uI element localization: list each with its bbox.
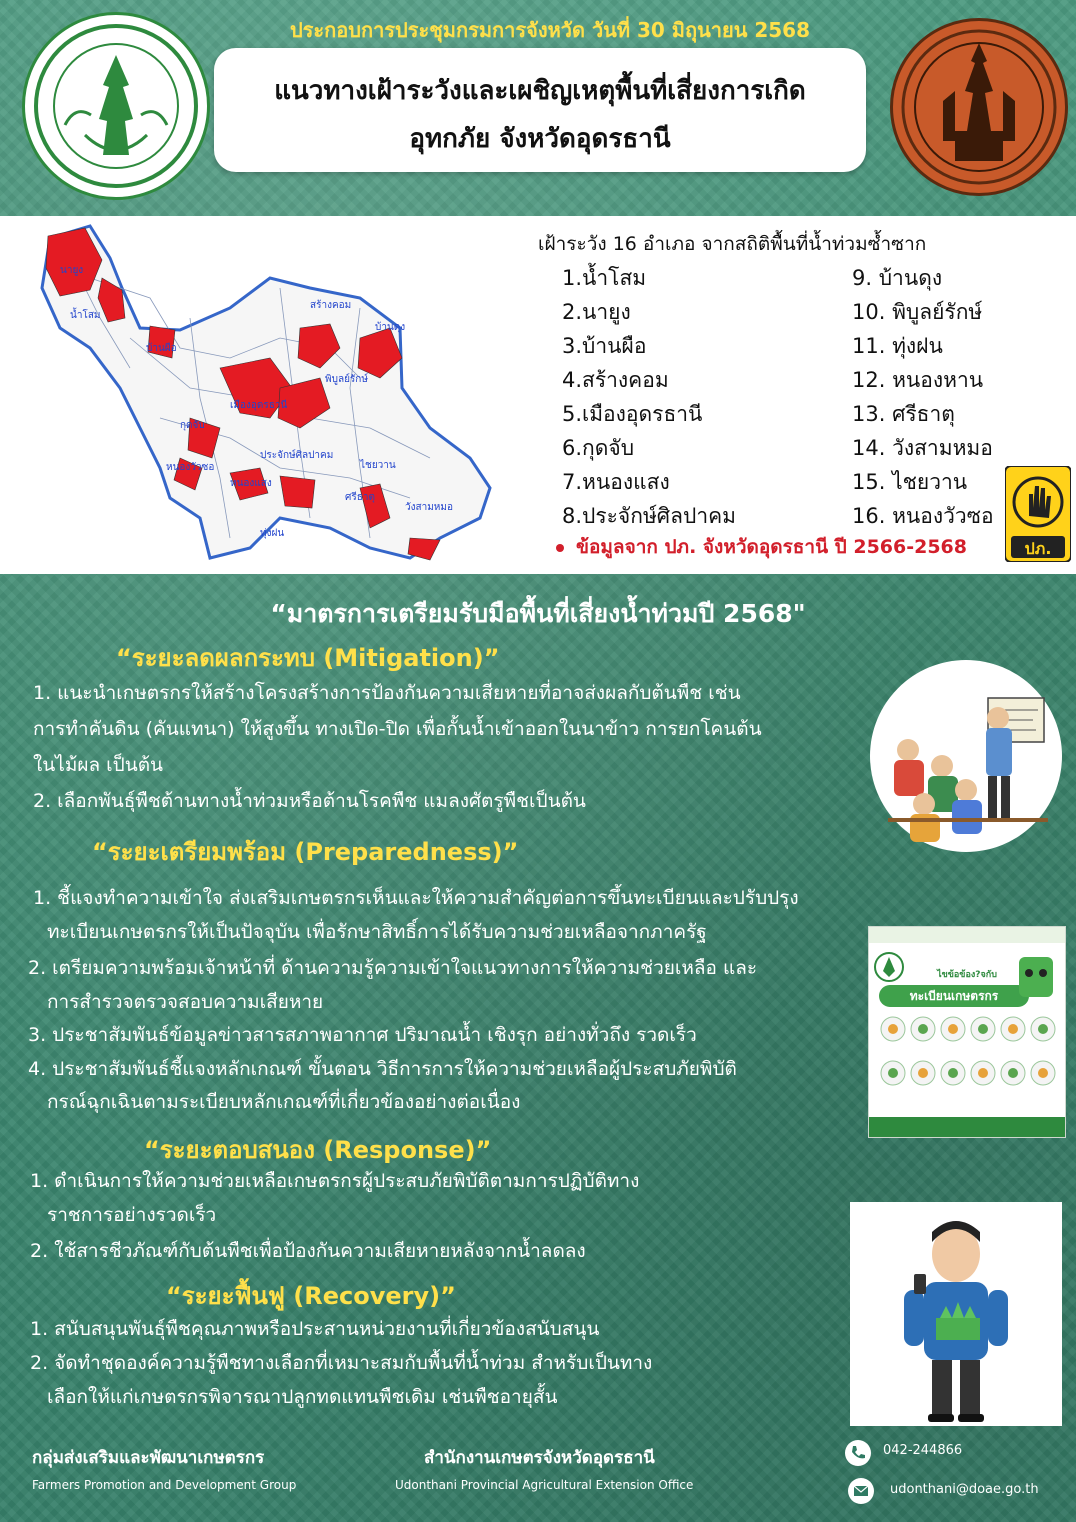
district-item: 16. หนองวัวซอ [852, 504, 994, 528]
response-heading: “ระยะตอบสนอง (Response)” [144, 1136, 492, 1164]
footer-office-english: Udonthani Provincial Agricultural Extension Office [395, 1478, 694, 1492]
udonthani-district-map [30, 218, 500, 570]
email-icon [848, 1478, 874, 1504]
district-item: 8.ประจักษ์ศิลปาคม [562, 504, 736, 528]
preparedness-heading: “ระยะเตรียมพร้อม (Preparedness)” [92, 838, 519, 866]
svg-text:สร้างคอม: สร้างคอม [310, 300, 352, 311]
ddpm-logo [1005, 466, 1071, 562]
province-seal-logo [890, 18, 1068, 196]
meeting-date-line: ประกอบการประชุมกรมการจังหวัด วันที่ 30 มิถุนายน 2568 [289, 18, 811, 42]
data-source-text: ข้อมูลจาก ปภ. จังหวัดอุดรธานี ปี 2566-2568 [576, 536, 967, 558]
svg-text:บ้านผือ: บ้านผือ [146, 343, 177, 354]
district-item: 10. พิบูลย์รักษ์ [852, 300, 983, 324]
data-source-note [556, 532, 967, 562]
poster-title-line-2: ทะเบียนเกษตรกร [909, 989, 999, 1003]
mitigation-line: การทำคันดิน (คันแทนา) ให้สูงขึ้น ทางเปิด-ปิด เพื่อกั้นน้ำเข้าออกในนาข้าว การยกโคนต้น [33, 718, 762, 740]
footer-email: udonthani@doae.go.th [890, 1482, 1039, 1497]
svg-text:วังสามหมอ: วังสามหมอ [405, 502, 453, 513]
svg-text:ประจักษ์ศิลปาคม: ประจักษ์ศิลปาคม [260, 450, 334, 461]
response-line: 1. ดำเนินการให้ความช่วยเหลือเกษตรกรผู้ประสบภัยพิบัติตามการปฏิบัติทาง [30, 1170, 640, 1192]
recovery-heading: “ระยะฟื้นฟู (Recovery)” [166, 1282, 456, 1310]
district-item: 15. ไชยวาน [852, 470, 968, 494]
mitigation-line: ในไม้ผล เป็นต้น [33, 754, 164, 776]
svg-text:พิบูลย์รักษ์: พิบูลย์รักษ์ [325, 374, 368, 385]
response-line: 2. ใช้สารชีวภัณฑ์กับต้นพืชเพื่อป้องกันความเสียหายหลังจากน้ำลดลง [30, 1240, 586, 1262]
svg-text:ศรีธาตุ: ศรีธาตุ [345, 492, 375, 503]
svg-text:ทุ่งฝน: ทุ่งฝน [260, 528, 285, 539]
svg-text:เมืองอุดรธานี: เมืองอุดรธานี [230, 400, 288, 411]
mitigation-line: 2. เลือกพันธุ์พืชต้านทางน้ำท่วมหรือต้านโรคพืช แมลงศัตรูพืชเป็นต้น [33, 790, 586, 812]
district-item: 2.นายูง [562, 300, 631, 324]
bullet-dot-icon [556, 544, 564, 552]
district-item: 13. ศรีธาตุ [852, 402, 955, 426]
footer-group-english: Farmers Promotion and Development Group [32, 1478, 297, 1492]
measures-title: “มาตรการเตรียมรับมือพื้นที่เสี่ยงน้ำท่วมปี 2568" [270, 599, 806, 628]
svg-text:กุดจับ: กุดจับ [180, 420, 205, 431]
preparedness-line: 2. เตรียมความพร้อมเจ้าหน้าที่ ด้านความรู้ความเข้าใจแนวทางการให้ความช่วยเหลือ และ [28, 957, 758, 979]
page-title-line-1: แนวทางเฝ้าระวังและเผชิญเหตุพื้นที่เสี่ยงการเกิด [274, 76, 806, 106]
preparedness-line: 3. ประชาสัมพันธ์ข้อมูลข่าวสารสภาพอากาศ ปริมาณน้ำ เชิงรุก อย่างทั่วถึง รวดเร็ว [28, 1024, 697, 1046]
district-item: 1.น้ำโสม [562, 266, 647, 290]
farmer-registration-poster [868, 926, 1066, 1138]
preparedness-line: ทะเบียนเกษตรกรให้เป็นปัจจุบัน เพื่อรักษาสิทธิ์การได้รับความช่วยเหลือจากภาครัฐ [47, 921, 707, 943]
preparedness-line: 4. ประชาสัมพันธ์ชี้แจงหลักเกณฑ์ ขั้นตอน วิธีการการให้ความช่วยเหลือผู้ประสบภัยพิบัติ [28, 1058, 737, 1080]
district-item: 14. วังสามหมอ [852, 436, 993, 460]
svg-text:น้ำโสม: น้ำโสม [70, 310, 101, 321]
svg-text:นายูง: นายูง [60, 265, 84, 276]
farmers-meeting-illustration [868, 658, 1064, 854]
svg-text:ไชยวาน: ไชยวาน [360, 460, 396, 471]
footer-group-thai: กลุ่มส่งเสริมและพัฒนาเกษตรกร [32, 1448, 265, 1468]
recovery-line: 1. สนับสนุนพันธุ์พืชคุณภาพหรือประสานหน่วยงานที่เกี่ยวข้องสนับสนุน [30, 1318, 600, 1340]
mitigation-heading: “ระยะลดผลกระทบ (Mitigation)” [116, 644, 500, 672]
recovery-line: 2. จัดทำชุดองค์ความรู้พืชทางเลือกที่เหมาะสมกับพื้นที่น้ำท่วม สำหรับเป็นทาง [30, 1352, 653, 1374]
preparedness-line: กรณ์ฉุกเฉินตามระเบียบหลักเกณฑ์ที่เกี่ยวข้องอย่างต่อเนื่อง [47, 1091, 521, 1113]
svg-text:หนองวัวซอ: หนองวัวซอ [166, 462, 215, 473]
preparedness-line: 1. ชี้แจงทำความเข้าใจ ส่งเสริมเกษตรกรเห็นและให้ความสำคัญต่อการขึ้นทะเบียนและปรับปรุง [33, 887, 799, 909]
response-line: ราชการอย่างรวดเร็ว [47, 1204, 217, 1226]
district-item: 4.สร้างคอม [562, 368, 669, 392]
officer-with-phone-illustration [850, 1202, 1062, 1426]
footer-phone: 042-244866 [883, 1443, 963, 1458]
recovery-line: เลือกให้แก่เกษตรกรพิจารณาปลูกทดแทนพืชเดิม เช่นพืชอายุสั้น [47, 1386, 558, 1408]
phone-icon [845, 1440, 871, 1466]
district-item: 9. บ้านดุง [852, 266, 943, 290]
doae-seal-logo [22, 12, 210, 200]
svg-text:บ้านดุง: บ้านดุง [375, 322, 406, 333]
district-item: 11. ทุ่งฝน [852, 334, 943, 358]
district-item: 5.เมืองอุดรธานี [562, 402, 703, 426]
title-box [214, 48, 866, 172]
watch-list-title: เฝ้าระวัง 16 อำเภอ จากสถิติพื้นที่น้ำท่วมซ้ำซาก [538, 233, 927, 255]
ddpm-logo-text: ปภ. [1024, 539, 1052, 558]
svg-text:หนองแสง: หนองแสง [230, 478, 272, 489]
poster-title-line-1: ไขข้อข้อง?จกับ [937, 970, 997, 980]
mitigation-line: 1. แนะนำเกษตรกรให้สร้างโครงสร้างการป้องกันความเสียหายที่อาจส่งผลกับต้นพืช เช่น [33, 682, 741, 704]
district-item: 6.กุดจับ [562, 436, 635, 460]
district-item: 12. หนองหาน [852, 368, 984, 392]
page-title-line-2: อุทกภัย จังหวัดอุดรธานี [409, 124, 671, 154]
preparedness-line: การสำรวจตรวจสอบความเสียหาย [47, 991, 324, 1013]
footer-office-thai: สำนักงานเกษตรจังหวัดอุดรธานี [424, 1448, 655, 1468]
district-item: 7.หนองแสง [562, 470, 670, 494]
district-item: 3.บ้านผือ [562, 334, 647, 358]
